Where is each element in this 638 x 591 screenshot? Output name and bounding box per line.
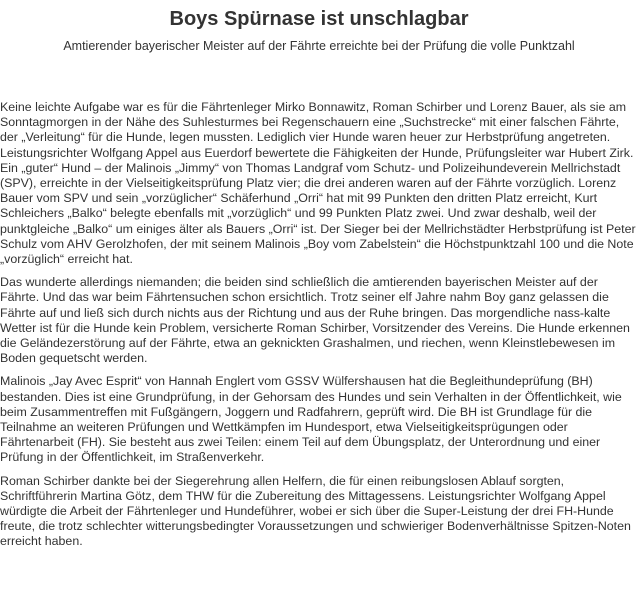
article-paragraph-champions: Das wunderte allerdings niemanden; die beiden sind schließlich die amtierenden bayerischen Meister auf der Fährte. Und das war beim Fährtensuchen schon ersichtlich. Trotz seiner elf Jahre nahm Boy ganz gelassen die Fährte auf und ließ sich durch nichts aus der Richtung und aus der Ruhe bringen. Das morgendliche nass-kalte Wetter ist für die Hunde kein Problem, versicherte Roman Schirber, Vorsitzender des Vereins. Die Hunde erkennen die Geländezerstörung auf der Fährte, etwa an geknickten Grashalmen, und riechen, wenn Kleinstlebewesen im Boden gequetscht werden.: [0, 275, 630, 366]
article-paragraph-results: Ein „guter“ Hund – der Malinois „Jimmy“ von Thomas Landgraf vom Schutz- und Polizeihundeverein Mellrichstadt (SPV), erreichte in der Vielseitigkeitsprüfung Platz vier; die drei anderen waren auf der Fährte vorzüglich. Lorenz Bauer vom SPV und sein „vorzüglicher“ Schäferhund „Orri“ hat mit 99 Punkten den dritten Platz erreicht, Kurt Schleichers „Balko“ belegte ebenfalls mit „vorzüglich“ und 99 Punkten Platz zwei. Und zwar deshalb, weil der punktgleiche „Balko“ um einiges älter als Bauers „Orri“ ist. Der Sieger bei der Mellrichstädter Herbstprüfung ist Peter Schulz vom AHV Gerolzhofen, der mit seinem Malinois „Boy vom Zabelstein“ die Höchstpunktzahl 100 und die Note „vorzüglich“ erreicht hat.: [0, 160, 636, 267]
article-paragraph-intro: Keine leichte Aufgabe war es für die Fährtenleger Mirko Bonnawitz, Roman Schirber und Lorenz Bauer, als sie am Sonntagmorgen in der Nähe des Suhlesturmes bei Regenschauern eine „Suchstrecke“ mit einer falschen Fährte, der „Verleitung“ für die Hunde, legen mussten. Lediglich vier Hunde waren heuer zur Herbstprüfung angetreten. Leistungsrichter Wolfgang Appel aus Euerdorf bewertete die Fähigkeiten der Hunde, Prüfungsleiter war Hubert Zirk.: [0, 100, 634, 160]
article-subtitle: Amtierender bayerischer Meister auf der Fährte erreichte bei der Prüfung die volle Punktzahl: [63, 39, 575, 53]
article-paragraph-thanks: Roman Schirber dankte bei der Siegerehrung allen Helfern, die für einen reibungslosen Ablauf sorgten, Schriftführerin Martina Götz, dem THW für die Zubereitung des Mittagessens. Leistungsrichter Wolfgang Appel würdigte die Arbeit der Fährtenleger und Hundeführer, wobei er sich über die Super-Leistung der drei FH-Hunde freute, die trotz schlechter witterungsbedingter Voraussetzungen und schwieriger Bodenverhältnisse Spitzen-Noten erreicht haben.: [0, 473, 631, 549]
article-body: [0, 100, 638, 558]
article-paragraph-bh-test: Malinois „Jay Avec Esprit“ von Hannah Englert vom GSSV Wülfershausen hat die Begleithundeprüfung (BH) bestanden. Dies ist eine Grundprüfung, in der Gehorsam des Hundes und sein Verhalten in der Öffentlichkeit, wie beim Zusammentreffen mit Fußgängern, Joggern und Radfahrern, geprüft wird. Die BH ist Grundlage für die Teilnahme an weiteren Prüfungen und Wettkämpfen im Hundesport, etwa Vielseitigkeitsprügungen oder Fährtenarbeit (FH). Sie besteht aus zwei Teilen: einem Teil auf dem Übungsplatz, der Unterordnung und einer Prüfung in der Öffentlichkeit, im Straßenverkehr.: [0, 374, 622, 465]
article-title: Boys Spürnase ist unschlagbar: [169, 8, 469, 30]
